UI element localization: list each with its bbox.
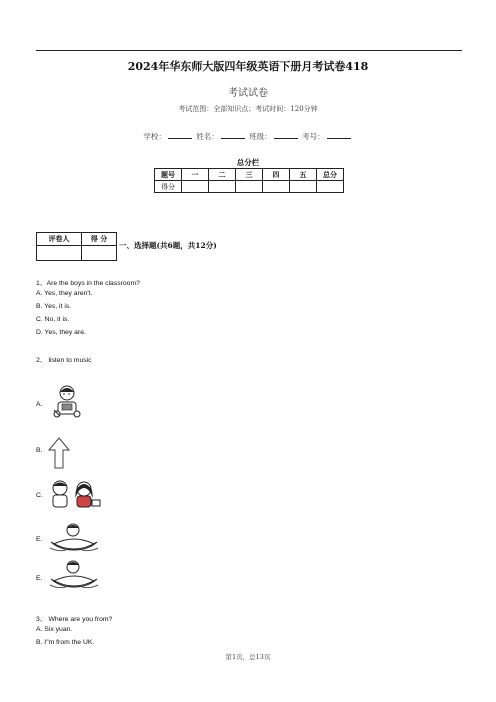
score-header-cell: 五 [290,169,317,181]
score-table [154,168,344,193]
score-header-cell: 四 [263,169,290,181]
school-field[interactable] [168,131,192,139]
name-field[interactable] [221,131,245,139]
exam-scope: 考试范围：全部知识点；考试时间：120分钟 [178,105,318,113]
listening-boy-image [50,384,82,420]
q2-option-a[interactable]: A. [36,401,43,408]
score-table-header-row [155,169,344,181]
student-info-line [0,131,496,142]
boat-child-image [48,520,100,556]
score-header-cell: 三 [236,169,263,181]
school-label: 学校： [143,132,166,141]
up-arrow-icon [48,437,70,469]
q2-option-e2[interactable]: E. [36,575,43,582]
grader-score-header: 得 分 [82,233,117,246]
score-header-cell: 总分 [317,169,344,181]
grader-table [36,232,117,261]
q2-option-c[interactable]: C. [36,492,43,499]
score-cell[interactable] [290,181,317,193]
section-title: 一、选择题(共6题，共12分) [119,241,217,250]
question-3: 3、 Where are you from? [36,616,113,623]
two-children-image [46,478,102,512]
grader-header: 评卷人 [37,233,82,246]
q3-option-a[interactable]: A. Six yuan. [36,626,73,633]
score-header-cell: 一 [182,169,209,181]
boat-child-image-2 [48,557,100,593]
class-label: 班级： [249,132,272,141]
score-table-title: 总分栏 [236,158,260,167]
q1-option-c[interactable]: C. No, it is. [36,316,70,323]
score-header-cell: 题号 [155,169,182,181]
score-cell[interactable] [317,181,344,193]
score-table-score-row [155,181,344,193]
q2-option-e1[interactable]: E. [36,536,43,543]
name-label: 姓名： [196,132,219,141]
q1-option-b[interactable]: B. Yes, it is. [36,303,72,310]
q2-option-b[interactable]: B. [36,447,43,454]
exam-no-field[interactable] [327,131,351,139]
score-cell[interactable] [236,181,263,193]
page-footer: 第1页，总13页 [225,653,271,661]
class-field[interactable] [274,131,298,139]
header-rule [36,50,462,51]
q1-option-a[interactable]: A. Yes, they aren't. [36,290,93,297]
question-1: 1、Are the boys in the classroom? [36,280,140,287]
grader-cell[interactable] [37,246,82,261]
score-cell[interactable] [182,181,209,193]
grader-score-cell[interactable] [82,246,117,261]
score-row-label: 得分 [155,181,182,193]
question-2: 2、 listen to music [36,357,92,364]
q1-option-d[interactable]: D. Yes, they are. [36,329,86,336]
score-cell[interactable] [263,181,290,193]
page-subtitle: 考试试卷 [228,88,268,99]
score-header-cell: 二 [209,169,236,181]
page-title: 2024年华东师大版四年级英语下册月考试卷418 [127,60,369,73]
q3-option-b[interactable]: B. I"m from the UK. [36,639,95,646]
score-cell[interactable] [209,181,236,193]
exam-no-label: 考号： [302,132,325,141]
